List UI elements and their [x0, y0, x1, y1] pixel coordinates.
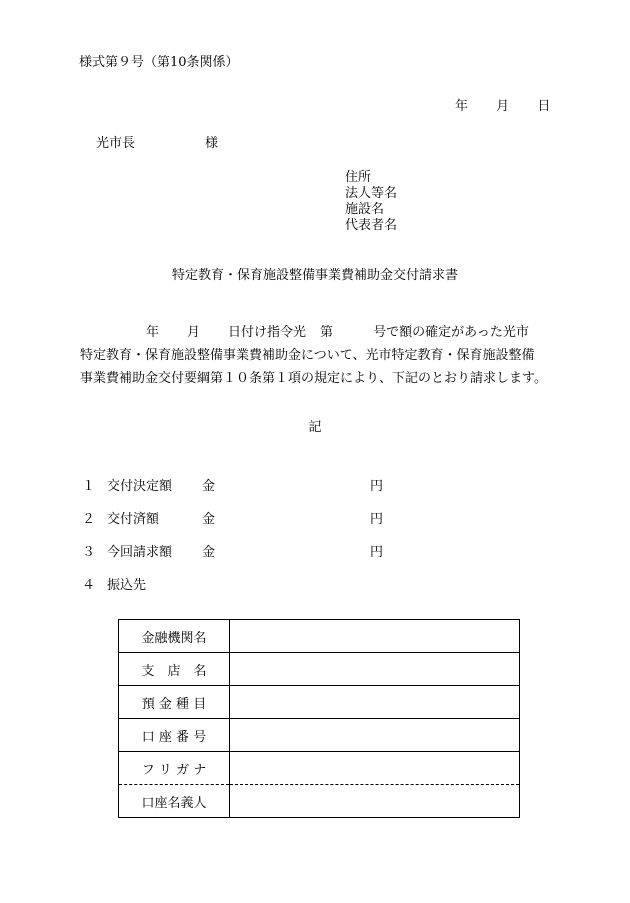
branch-name-field[interactable]	[230, 653, 520, 686]
item-number: ２	[82, 512, 96, 527]
date-line	[455, 99, 550, 114]
table-row	[119, 653, 520, 686]
bank-name-field[interactable]	[230, 620, 520, 653]
item-label: 交付済額	[107, 512, 160, 527]
body-line-2: 特定教育・保育施設整備事業費補助金について、光市特定教育・保育施設整備	[80, 348, 535, 363]
body-line-3: 事業費補助金交付要綱第１０条第１項の規定により、下記のとおり請求します。	[80, 371, 547, 386]
item-number: １	[82, 479, 96, 494]
applicant-corp-label: 法人等名	[345, 186, 398, 201]
item-kin: 金	[202, 512, 216, 527]
item-number: ４	[82, 578, 96, 593]
bank-name-label: 金融機関名	[119, 620, 230, 653]
addressee-name: 光市長	[96, 136, 136, 151]
item-label: 振込先	[107, 578, 147, 593]
body-directive: 日付け指令光	[228, 325, 307, 340]
account-type-label: 預 金 種 目	[119, 686, 230, 719]
item-yen: 円	[370, 479, 384, 494]
table-row	[119, 785, 520, 818]
account-number-label: 口 座 番 号	[119, 719, 230, 752]
body-number-prefix: 第	[320, 325, 334, 340]
item-label: 交付決定額	[107, 479, 173, 494]
item-decided-amount	[82, 479, 383, 494]
item-yen: 円	[370, 545, 384, 560]
table-row	[119, 752, 520, 785]
item-paid-amount	[82, 512, 383, 527]
applicant-address-label: 住所	[345, 170, 372, 185]
body-month: 月	[187, 325, 201, 340]
account-holder-field[interactable]	[230, 785, 520, 818]
item-yen: 円	[370, 512, 384, 527]
applicant-facility-label: 施設名	[345, 202, 385, 217]
body-year: 年	[146, 325, 160, 340]
date-day: 日	[537, 99, 551, 114]
addressee-honorific: 様	[205, 136, 219, 151]
branch-name-label: 支 店 名	[119, 653, 230, 686]
document-title: 特定教育・保育施設整備事業費補助金交付請求書	[171, 268, 458, 283]
bank-account-table	[118, 619, 520, 818]
item-request-amount	[82, 545, 383, 560]
furigana-label: フ リ ガ ナ	[119, 752, 230, 785]
applicant-rep-label: 代表者名	[345, 218, 398, 233]
table-row	[119, 686, 520, 719]
date-year: 年	[455, 99, 469, 114]
account-holder-label: 口座名義人	[119, 785, 230, 818]
body-line-1	[80, 321, 550, 344]
account-number-field[interactable]	[230, 719, 520, 752]
body-number-suffix: 号で額の確定があった光市	[373, 325, 529, 340]
furigana-field[interactable]	[230, 752, 520, 785]
request-body	[80, 321, 550, 390]
ki-heading: 記	[308, 420, 322, 435]
table-row	[119, 620, 520, 653]
date-month: 月	[496, 99, 510, 114]
addressee	[96, 136, 218, 151]
account-type-field[interactable]	[230, 686, 520, 719]
item-number: ３	[82, 545, 96, 560]
item-transfer-destination	[82, 578, 202, 593]
item-kin: 金	[202, 545, 216, 560]
item-label: 今回請求額	[107, 545, 173, 560]
table-row	[119, 719, 520, 752]
form-number: 様式第９号（第10条関係）	[79, 55, 239, 70]
item-kin: 金	[202, 479, 216, 494]
applicant-block	[345, 170, 397, 234]
